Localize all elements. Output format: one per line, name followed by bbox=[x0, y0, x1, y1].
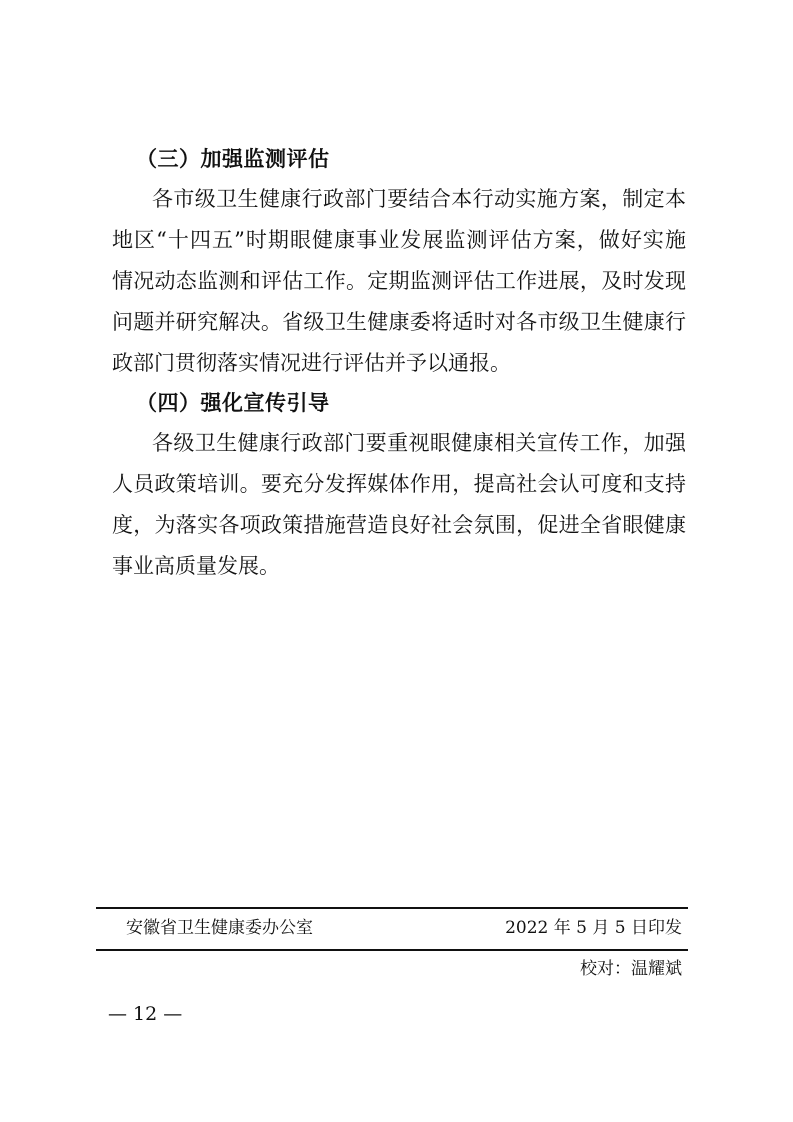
footer-issue-date: 2022 年 5 月 5 日印发 bbox=[505, 918, 682, 938]
paragraph-line: 地区“十四五”时期眼健康事业发展监测评估方案，做好实施 bbox=[112, 228, 686, 252]
paragraph-line: 人员政策培训。要充分发挥媒体作用，提高社会认可度和支持 bbox=[112, 472, 686, 496]
paragraph-line: 度，为落实各项政策措施营造良好社会氛围，促进全省眼健康 bbox=[112, 513, 686, 537]
footer-issuer: 安徽省卫生健康委办公室 bbox=[126, 918, 313, 938]
paragraph-line: 政部门贯彻落实情况进行评估并予以通报。 bbox=[112, 351, 511, 375]
footer-divider-top bbox=[96, 907, 688, 909]
paragraph-line: 各市级卫生健康行政部门要结合本行动实施方案，制定本 bbox=[152, 187, 686, 211]
section-publicity-guidance bbox=[112, 388, 686, 587]
paragraph-line: 事业高质量发展。 bbox=[112, 554, 280, 578]
paragraph-line: 情况动态监测和评估工作。定期监测评估工作进展，及时发现 bbox=[112, 269, 686, 293]
footer-proofreader: 校对：温耀斌 bbox=[580, 959, 682, 979]
section-strengthen-monitoring bbox=[112, 144, 686, 384]
section-paragraph bbox=[112, 179, 686, 384]
footer-divider-bottom bbox=[96, 949, 688, 951]
document-body bbox=[112, 144, 686, 587]
section-paragraph bbox=[112, 423, 686, 587]
section-heading: （四）强化宣传引导 bbox=[136, 391, 330, 415]
page-number: — 12 — bbox=[108, 1003, 183, 1025]
paragraph-line: 问题并研究解决。省级卫生健康委将适时对各市级卫生健康行 bbox=[112, 310, 686, 334]
section-heading: （三）加强监测评估 bbox=[136, 147, 330, 171]
paragraph-line: 各级卫生健康行政部门要重视眼健康相关宣传工作，加强 bbox=[152, 431, 686, 455]
